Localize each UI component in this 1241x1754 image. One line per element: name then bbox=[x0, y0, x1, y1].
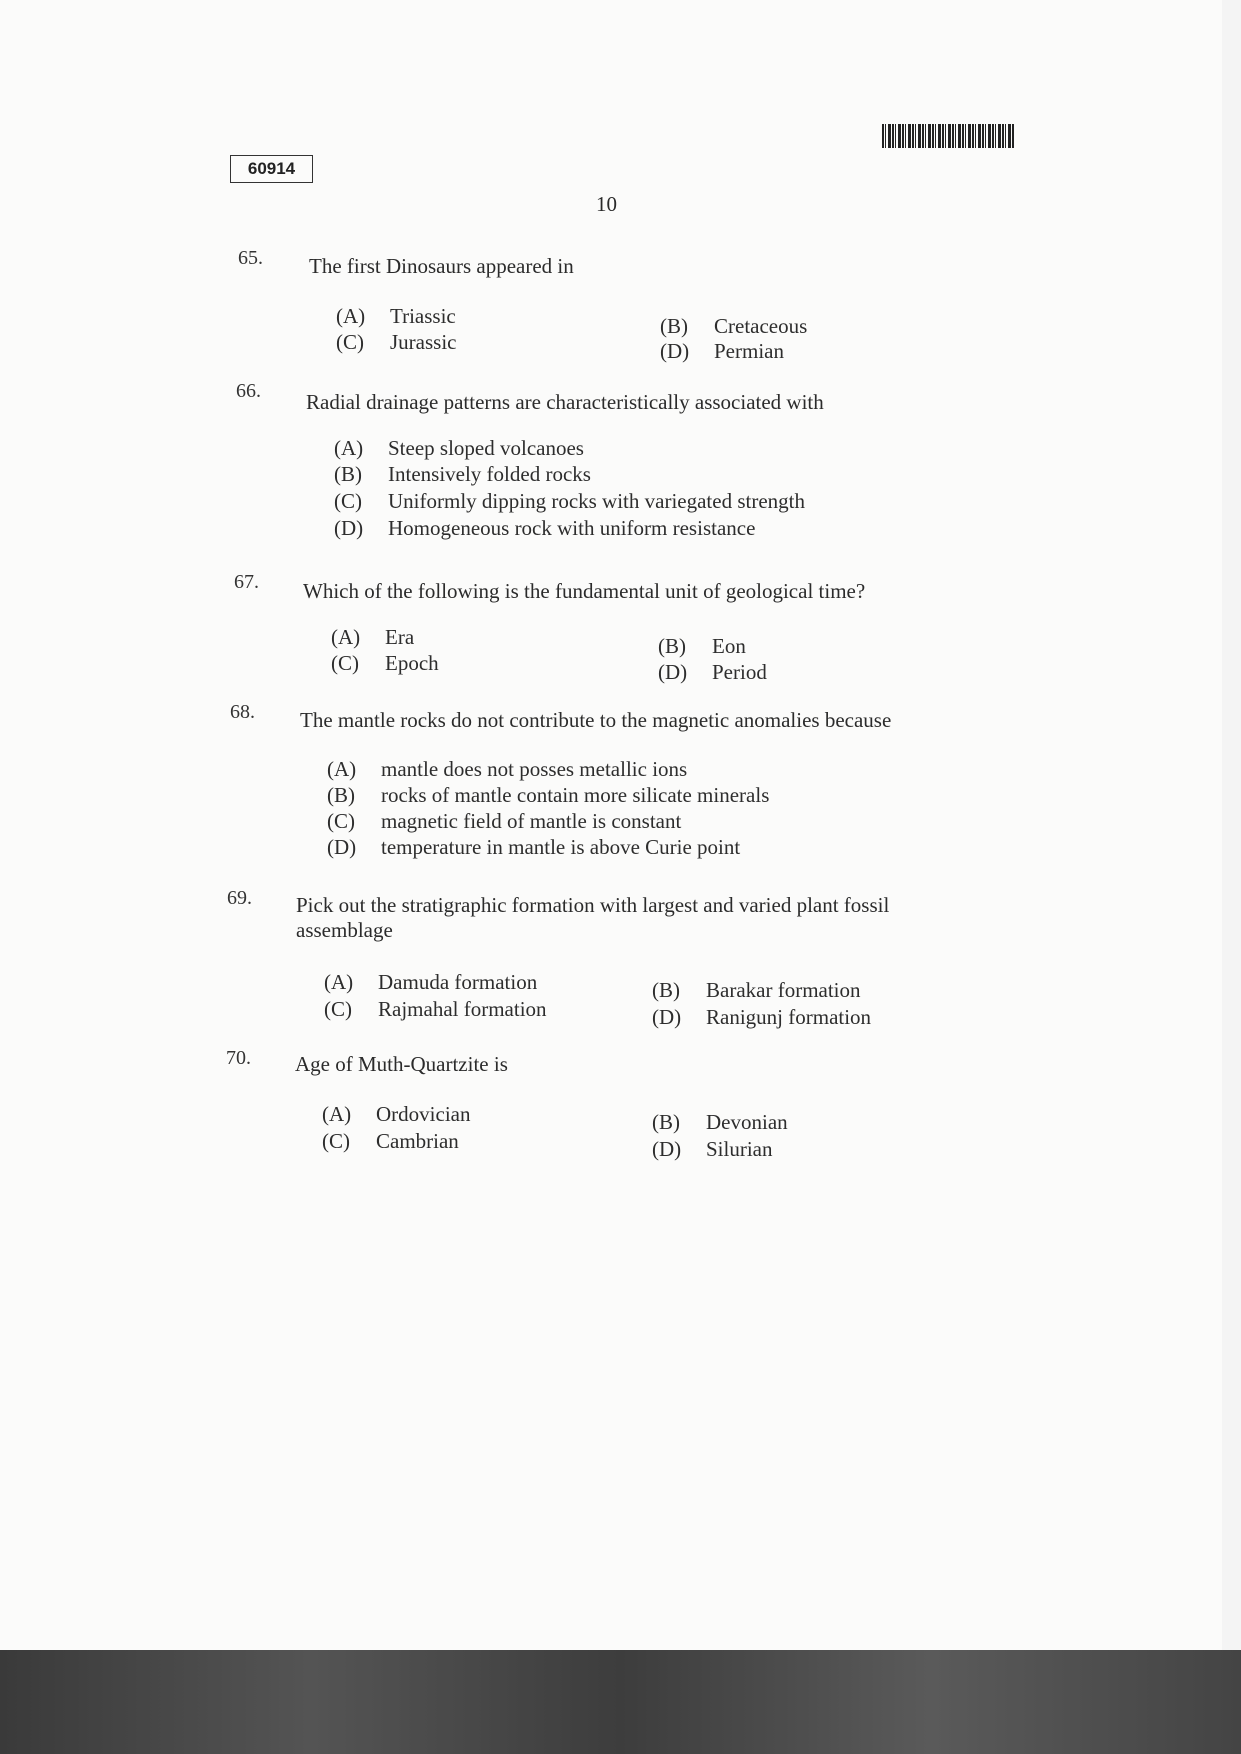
option-a bbox=[334, 436, 584, 461]
option-label: (A) bbox=[334, 436, 364, 460]
option-c bbox=[334, 489, 805, 514]
paper-code-box: 60914 bbox=[230, 155, 313, 183]
option-text: Cambrian bbox=[376, 1129, 459, 1153]
option-text: Ranigunj formation bbox=[706, 1005, 872, 1029]
option-text: Intensively folded rocks bbox=[388, 462, 591, 486]
option-text: temperature in mantle is above Curie point bbox=[381, 835, 741, 859]
option-b bbox=[652, 1110, 788, 1135]
option-label: (C) bbox=[331, 651, 359, 675]
option-d bbox=[658, 660, 767, 685]
option-c bbox=[331, 651, 439, 676]
option-text: Epoch bbox=[385, 651, 439, 675]
option-a bbox=[324, 970, 537, 995]
option-b bbox=[652, 978, 861, 1003]
option-label: (B) bbox=[660, 314, 688, 338]
question-text: The mantle rocks do not contribute to the magnetic anomalies because bbox=[300, 708, 892, 732]
option-c bbox=[327, 809, 681, 834]
question-number: 66. bbox=[236, 380, 261, 402]
option-label: (A) bbox=[327, 757, 357, 781]
option-b bbox=[327, 783, 769, 808]
option-label: (C) bbox=[327, 809, 355, 833]
option-a bbox=[331, 625, 414, 650]
option-label: (A) bbox=[324, 970, 354, 994]
option-label: (C) bbox=[322, 1129, 350, 1153]
question-text: Age of Muth-Quartzite is bbox=[295, 1052, 508, 1076]
option-text: Era bbox=[385, 625, 415, 649]
option-text: Barakar formation bbox=[706, 978, 861, 1002]
option-label: (A) bbox=[336, 304, 366, 328]
option-label: (D) bbox=[652, 1005, 682, 1029]
option-label: (D) bbox=[658, 660, 688, 684]
question-text: The first Dinosaurs appeared in bbox=[309, 254, 574, 278]
option-text: Homogeneous rock with uniform resistance bbox=[388, 516, 756, 540]
option-b bbox=[658, 634, 746, 659]
option-c bbox=[322, 1129, 459, 1154]
option-label: (D) bbox=[334, 516, 364, 540]
option-d bbox=[334, 516, 755, 541]
option-text: Devonian bbox=[706, 1110, 788, 1134]
option-b bbox=[334, 462, 591, 487]
option-text: magnetic field of mantle is constant bbox=[381, 809, 682, 833]
option-a bbox=[327, 757, 687, 782]
option-text: Permian bbox=[714, 339, 784, 363]
option-d bbox=[327, 835, 740, 860]
option-d bbox=[652, 1005, 871, 1030]
option-text: Period bbox=[712, 660, 767, 684]
option-text: mantle does not posses metallic ions bbox=[381, 757, 688, 781]
option-c bbox=[324, 997, 547, 1022]
question-text: Which of the following is the fundamental unit of geological time? bbox=[303, 579, 866, 603]
option-label: (A) bbox=[322, 1102, 352, 1126]
option-label: (B) bbox=[658, 634, 686, 658]
question-number: 69. bbox=[227, 887, 252, 909]
option-label: (B) bbox=[327, 783, 355, 807]
option-label: (B) bbox=[652, 1110, 680, 1134]
option-text: Jurassic bbox=[390, 330, 457, 354]
option-label: (A) bbox=[331, 625, 361, 649]
option-label: (B) bbox=[334, 462, 362, 486]
question-number: 68. bbox=[230, 701, 255, 723]
question-number: 65. bbox=[238, 247, 263, 269]
question-number: 70. bbox=[226, 1047, 251, 1069]
question-text: Radial drainage patterns are characteristically associated with bbox=[306, 390, 824, 414]
option-text: Damuda formation bbox=[378, 970, 538, 994]
option-label: (C) bbox=[336, 330, 364, 354]
option-label: (C) bbox=[334, 489, 362, 513]
option-d bbox=[660, 339, 784, 364]
option-text: Eon bbox=[712, 634, 746, 658]
option-text: rocks of mantle contain more silicate minerals bbox=[381, 783, 770, 807]
option-d bbox=[652, 1137, 773, 1162]
option-text: Rajmahal formation bbox=[378, 997, 547, 1021]
option-text: Ordovician bbox=[376, 1102, 471, 1126]
option-a bbox=[336, 304, 456, 329]
option-text: Triassic bbox=[390, 304, 456, 328]
option-text: Steep sloped volcanoes bbox=[388, 436, 584, 460]
option-label: (D) bbox=[327, 835, 357, 859]
option-label: (D) bbox=[652, 1137, 682, 1161]
barcode bbox=[882, 124, 1014, 148]
option-b bbox=[660, 314, 807, 339]
scanner-background bbox=[0, 1650, 1241, 1754]
option-text: Uniformly dipping rocks with variegated strength bbox=[388, 489, 805, 513]
option-c bbox=[336, 330, 457, 355]
option-label: (B) bbox=[652, 978, 680, 1002]
option-label: (C) bbox=[324, 997, 352, 1021]
question-number: 67. bbox=[234, 571, 259, 593]
option-label: (D) bbox=[660, 339, 690, 363]
option-text: Cretaceous bbox=[714, 314, 808, 338]
page-number: 10 bbox=[596, 192, 617, 216]
option-a bbox=[322, 1102, 470, 1127]
scan-edge bbox=[1222, 0, 1241, 1650]
question-text: Pick out the stratigraphic formation with largest and varied plant fossil assemblage bbox=[296, 893, 890, 942]
option-text: Silurian bbox=[706, 1137, 773, 1161]
